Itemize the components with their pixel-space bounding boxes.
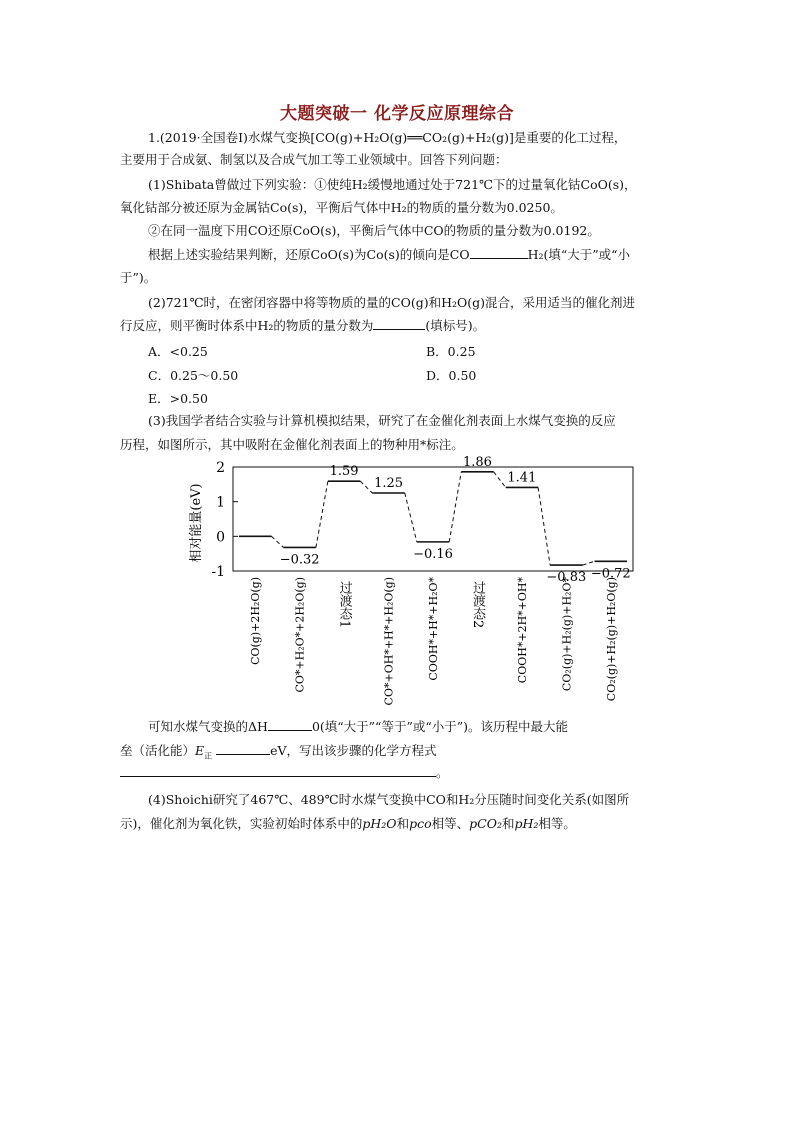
x-axis-labels (249, 577, 618, 706)
q1-part1-line4 (148, 246, 630, 264)
value-label-5: −0.16 (413, 546, 453, 562)
q1-part2-line2-post: (填标号)。 (425, 318, 486, 333)
q1-part2-line2-pre: 行反应，则平衡时体系中H₂的物质的量分数为 (120, 318, 374, 333)
p-h2o: pH₂O (362, 816, 397, 831)
q1-part1-line4-pre: 根据上述实验结果判断，还原CoO(s)为Co(s)的倾向是CO (148, 247, 470, 262)
x-category-label-5: COOH*+H*+H₂O* (427, 577, 440, 681)
q1-part3-after-line2 (120, 742, 674, 766)
x-category-label-3: 过渡态1 (336, 581, 352, 629)
e-symbol: E (195, 743, 205, 758)
answer-blank-5[interactable] (120, 764, 436, 777)
x-category-label-2: CO*+H₂O*+2H₂O(g) (293, 577, 307, 693)
connector-3 (360, 481, 372, 493)
answer-blank-3[interactable] (268, 718, 312, 731)
option-c: C．0.25～0.50 (148, 368, 239, 383)
y-tick-label: -1 (211, 564, 225, 580)
value-label-8: −0.83 (546, 570, 587, 586)
connector-2 (316, 481, 328, 547)
delta-h-text: 可知水煤气变换的ΔH (148, 719, 268, 734)
page-title: 大题突破一 化学反应原理综合 (280, 104, 514, 124)
answer-blank-1[interactable] (470, 246, 528, 259)
barrier-text-b: eV，写出该步骤的化学方程式 (270, 743, 437, 758)
q1-part1-line3: ②在同一温度下用CO还原CoO(s)，平衡后气体中CO的物质的量分数为0.0192。 (148, 223, 600, 238)
q1-part2-line2 (120, 317, 485, 335)
y-tick-label: 2 (216, 460, 225, 476)
x-category-label-9: CO₂(g)+H₂(g)+H₂O(g) (604, 577, 618, 702)
energy-profile-chart (178, 454, 668, 713)
q1-line2: 主要用于合成氨、制氢以及合成气加工等工业领域中。回答下列问题： (120, 152, 508, 167)
q1-part2-line1: (2)721℃时，在密闭容器中将等物质的量的CO(g)和H₂O(g)混合，采用适当的催化剂进 (148, 295, 636, 310)
q1-part4-and-1: 和 (396, 816, 410, 831)
p-co: pco (409, 816, 432, 831)
connector-1 (271, 536, 283, 547)
value-label-9: −0.72 (590, 566, 631, 582)
value-label-4: 1.25 (374, 476, 404, 491)
q1-part4-eq-2: 相等。 (538, 816, 576, 831)
value-label-6: 1.86 (462, 454, 492, 470)
connector-6 (494, 472, 506, 488)
q1-part3-after-line1 (148, 718, 568, 736)
option-d: D．0.50 (426, 368, 477, 383)
option-a: A．<0.25 (148, 344, 208, 359)
p-co2: pCO₂ (469, 816, 502, 831)
q1-line1: 1.(2019·全国卷Ⅰ)水煤气变换[CO(g)+H₂O(g)══CO₂(g)+H₂(g)]是重要的化工过程， (148, 130, 627, 145)
q1-part3-line1: (3)我国学者结合实验与计算机模拟结果，研究了在金催化剂表面上水煤气变换的反应 (148, 413, 616, 428)
option-e: E．>0.50 (148, 391, 208, 406)
q1-part1-line2: 氧化钴部分被还原为金属钴Co(s)，平衡后气体中H₂的物质的量分数为0.0250。 (120, 200, 563, 215)
q1-part1-line4-post: H₂(填“大于”或“小 (527, 247, 631, 262)
x-category-label-4: CO*+OH*+H*+H₂O(g) (382, 577, 396, 706)
q1-part3-after-line3: 。 (120, 764, 449, 782)
x-category-label-7: COOH*+2H*+OH* (515, 577, 529, 684)
connector-8 (583, 561, 595, 565)
x-category-label-6: 过渡态2 (469, 581, 485, 629)
q1-part4-eq-1: 相等、 (431, 816, 470, 831)
y-tick-label: 1 (216, 494, 225, 511)
connector-5 (449, 472, 461, 542)
value-label-3: 1.59 (329, 464, 359, 480)
answer-blank-4[interactable] (216, 742, 270, 755)
option-b: B．0.25 (426, 344, 476, 359)
y-tick-label: 0 (216, 529, 225, 546)
y-axis-label: 相对能量(eV) (189, 483, 204, 563)
x-category-label-1: CO(g)+2H₂O(g) (249, 577, 263, 665)
connector-7 (538, 487, 550, 565)
q1-part4-line2 (120, 815, 576, 833)
q1-part4-line2-pre: 示)，催化剂为氧化铁，实验初始时体系中的 (120, 816, 363, 831)
q1-part1-line1: (1)Shibata曾做过下列实验：①使纯H₂缓慢地通过处于721℃下的过量氧化钴CoO(s)， (148, 177, 637, 192)
y-axis-ticks (211, 460, 238, 580)
q1-part3-line2: 历程，如图所示，其中吸附在金催化剂表面上的物种用*标注。 (120, 437, 464, 452)
answer-blank-2[interactable] (373, 317, 425, 330)
value-label-2: −0.32 (279, 552, 320, 568)
x-category-label-8: CO₂(g)+H₂(g)+H₂O* (560, 577, 574, 692)
connector-4 (405, 493, 417, 542)
value-label-7: 1.41 (507, 470, 537, 486)
q1-part1-line5: 于”)。 (120, 270, 157, 285)
q1-part4-line1: (4)Shoichi研究了467℃、489℃时水煤气变换中CO和H₂分压随时间变化关系(如图所 (148, 792, 630, 807)
q1-part4-and-2: 和 (501, 816, 515, 831)
barrier-text-a: 垒（活化能） (120, 743, 196, 758)
q1-part3-after-line1-post: 0(填“大于”“等于”或“小于”)。该历程中最大能 (311, 719, 568, 734)
e-subscript: 正 (204, 751, 213, 761)
p-h2: pH₂ (514, 816, 539, 831)
